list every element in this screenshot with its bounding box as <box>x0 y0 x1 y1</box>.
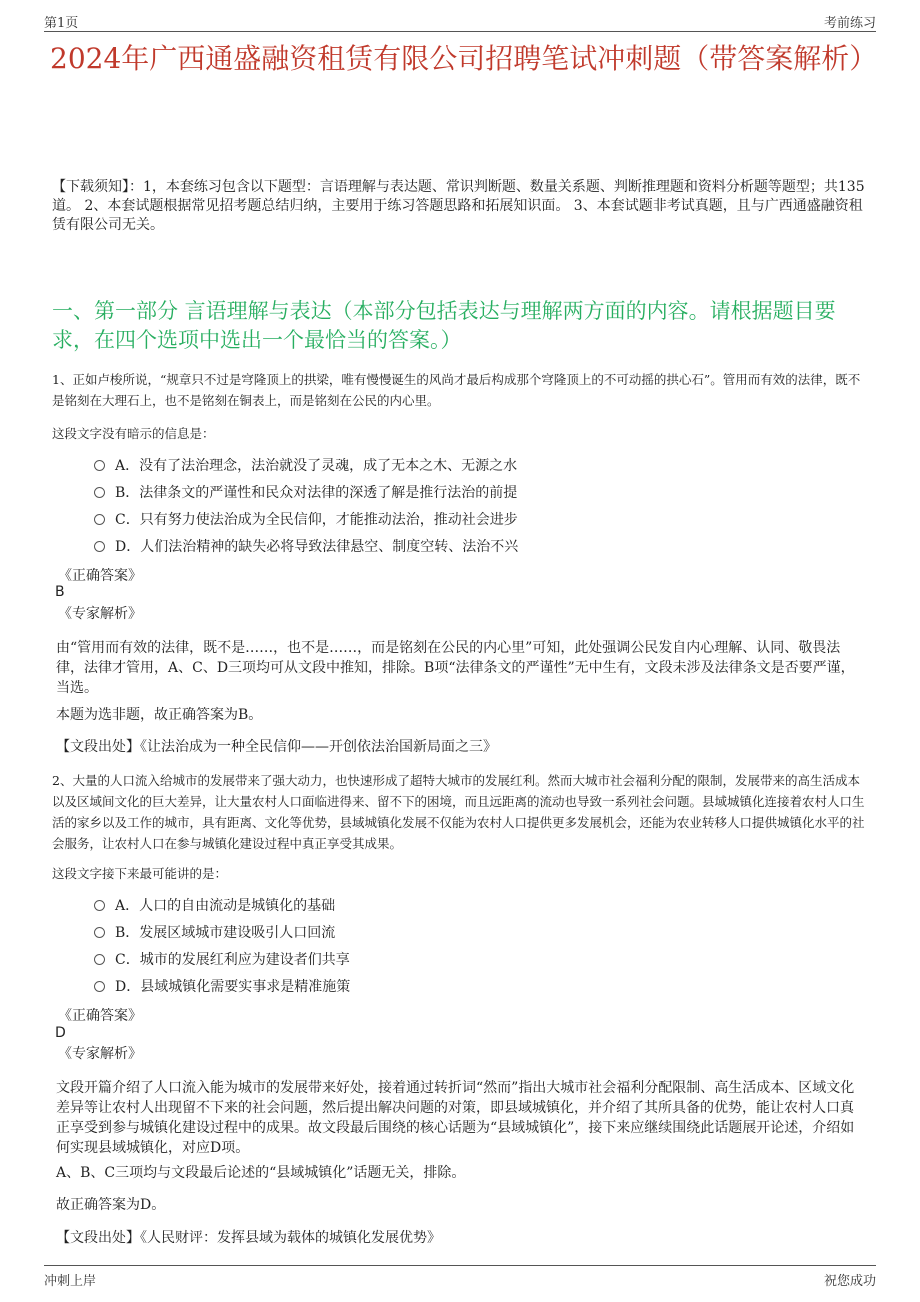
page-header <box>44 12 876 32</box>
section-heading: 一、第一部分 言语理解与表达（本部分包括表达与理解两方面的内容。请根据题目要求，在四个选项中选出一个最恰当的答案。） <box>52 299 836 352</box>
page-number: 第1页 <box>44 16 79 31</box>
question-1-options <box>94 453 518 561</box>
question-2-prompt: 这段文字接下来最可能讲的是： <box>52 866 228 881</box>
radio-icon[interactable] <box>94 981 105 992</box>
radio-icon[interactable] <box>94 541 105 552</box>
answer-label: 《正确答案》 <box>58 1008 142 1024</box>
radio-icon[interactable] <box>94 954 105 965</box>
radio-icon[interactable] <box>94 460 105 471</box>
footer-divider <box>44 1265 876 1266</box>
question-1-prompt: 这段文字没有暗示的信息是： <box>52 426 215 441</box>
question-2-options <box>94 893 350 1001</box>
answer-label: 《正确答案》 <box>58 568 142 584</box>
option-b[interactable]: B．法律条文的严谨性和民众对法律的深透了解是推行法治的前提 <box>94 480 518 507</box>
analysis-paragraph: 本题为选非题，故正确答案为B。 <box>56 707 263 723</box>
option-c[interactable]: C．城市的发展红利应为建设者们共享 <box>94 947 350 974</box>
option-a[interactable]: A．没有了法治理念，法治就没了灵魂，成了无本之木、无源之水 <box>94 453 518 480</box>
source-citation: 【文段出处】《人民财评：发挥县域为载体的城镇化发展优势》 <box>56 1230 441 1246</box>
page-footer <box>44 1270 876 1290</box>
radio-icon[interactable] <box>94 514 105 525</box>
analysis-label: 《专家解析》 <box>58 606 142 622</box>
option-b[interactable]: B．发展区域城市建设吸引人口回流 <box>94 920 350 947</box>
analysis-paragraph: A、B、C三项均与文段最后论述的“县域城镇化”话题无关，排除。 <box>56 1165 466 1181</box>
header-category: 考前练习 <box>823 16 876 31</box>
analysis-label: 《专家解析》 <box>58 1046 142 1062</box>
document-title: 2024年广西通盛融资租赁有限公司招聘笔试冲刺题（带答案解析） <box>50 42 878 75</box>
footer-right-text: 祝您成功 <box>823 1274 876 1289</box>
analysis-paragraph: 由“管用而有效的法律，既不是……，也不是……，而是铭刻在公民的内心里”可知，此处强调公民发自内心理解、认同、敬畏法律，法律才管用，A、C、D三项均可从文段中推知，排除。B项“法律条文的严谨性”无中生有，文段未涉及法律条文是否要严谨，当选。 <box>56 640 855 696</box>
header-divider <box>44 31 876 32</box>
question-1-text: 1、正如卢梭所说，“规章只不过是穹隆顶上的拱梁，唯有慢慢诞生的风尚才最后构成那个穹隆顶上的不可动摇的拱心石”。管用而有效的法律，既不是铭刻在大理石上，也不是铭刻在铜表上，而是铭刻在公民的内心里。 <box>52 372 861 408</box>
radio-icon[interactable] <box>94 487 105 498</box>
source-citation: 【文段出处】《让法治成为一种全民信仰——开创依法治国新局面之三》 <box>56 739 497 755</box>
analysis-paragraph: 文段开篇介绍了人口流入能为城市的发展带来好处，接着通过转折词“然而”指出大城市社会福利分配限制、高生活成本、区域文化差异等让农村人出现留不下来的社会问题，然后提出解决问题的对策，即县域城镇化，并介绍了其所具备的优势，能让农村人口真正享受到参与城镇化建设过程中的成果。故文段最后围绕的核心话题为“县域城镇化”，接下来应继续围绕此话题展开论述，介绍如何实现县域城镇化，对应D项。 <box>56 1080 855 1156</box>
answer-value: B <box>55 584 65 600</box>
radio-icon[interactable] <box>94 927 105 938</box>
option-d[interactable]: D．人们法治精神的缺失必将导致法律悬空、制度空转、法治不兴 <box>94 534 518 561</box>
analysis-paragraph: 故正确答案为D。 <box>56 1197 166 1213</box>
footer-left-text: 冲刺上岸 <box>44 1274 97 1289</box>
radio-icon[interactable] <box>94 900 105 911</box>
option-d[interactable]: D．县域城镇化需要实事求是精准施策 <box>94 974 350 1001</box>
answer-value: D <box>55 1025 66 1041</box>
question-2-text: 2、大量的人口流入给城市的发展带来了强大动力，也快速形成了超特大城市的发展红利。然而大城市社会福利分配的限制，发展带来的高生活成本以及区域间文化的巨大差异，让大量农村人口面临进得来、留不下的困境，而且远距离的流动也导致一系列社会问题。县域城镇化连接着农村人口生活的家乡以及工作的城市，具有距离、文化等优势，县域城镇化发展不仅能为农村人口提供更多发展机会，还能为农业转移人口提供城镇化水平的社会服务，让农村人口在参与城镇化建设过程中真正享受其成果。 <box>52 773 865 851</box>
download-notice: 【下载须知】：1，本套练习包含以下题型：言语理解与表达题、常识判断题、数量关系题、判断推理题和资料分析题等题型；共135道。 2、本套试题根据常见招考题总结归纳，主要用于练习答题思路和拓展知识面。 3、本套试题非考试真题，且与广西通盛融资租赁有限公司无关。 <box>52 179 865 233</box>
option-c[interactable]: C．只有努力使法治成为全民信仰，才能推动法治，推动社会进步 <box>94 507 518 534</box>
option-a[interactable]: A．人口的自由流动是城镇化的基础 <box>94 893 350 920</box>
